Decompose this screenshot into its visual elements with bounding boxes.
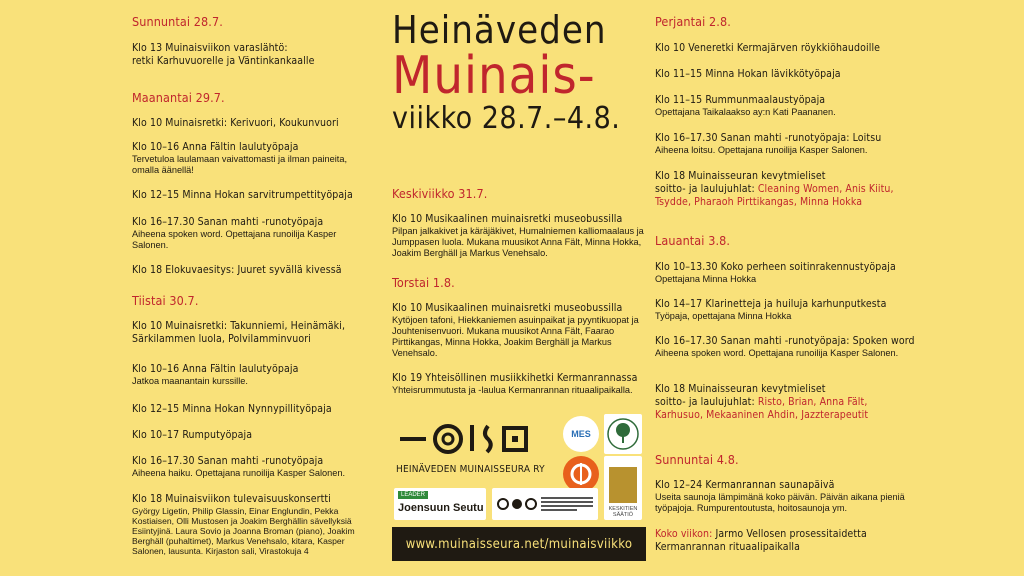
event-title: Klo 18 Elokuvaesitys: Juuret syvällä kivessä xyxy=(132,264,342,276)
event-title: Klo 11–15 Rummunmaalaustyöpaja xyxy=(655,94,826,106)
event-description: Aiheena loitsu. Opettajana runoilija Kasper Salonen. xyxy=(655,145,868,155)
event-description: Jatkoa maanantain kurssille. xyxy=(132,376,248,386)
event-description: Useita saunoja lämpimänä koko päivän. Päivän aikana pieniä työpajoja. Rumpurentoutusta, hoitosaunoja ym. xyxy=(655,492,905,513)
event-title: Klo 10–16 Anna Fältin laulutyöpaja xyxy=(132,363,299,375)
event-description: György Ligetin, Philip Glassin, Einar Englundin, Pekka Kostiaisen, Olli Mustosen ja Joakim Berghällin sävellyksiä Esiintyjinä. Laura Sovio ja Joanna Broman (piano), Joakim Berghäll (puhaltimet), Markus Venehsalo, kitara, Kasper Salonen, lausunta. Kirjaston sali, Virastokuja 4 xyxy=(132,506,355,556)
tree-seal-logo xyxy=(604,414,642,454)
event-title: Klo 16–17.30 Sanan mahti -runotyöpaja xyxy=(132,216,324,228)
keskitien-text: KESKITIEN SÄÄTIÖ xyxy=(608,506,638,518)
day-heading: Lauantai 3.8. xyxy=(655,233,731,248)
arts-council-logo xyxy=(492,488,598,520)
event-title: Klo 12–15 Minna Hokan sarvitrumpettityöpaja xyxy=(132,189,353,201)
day-heading: Sunnuntai 28.7. xyxy=(132,14,223,29)
keskitien-logo xyxy=(604,456,642,520)
event-title: Klo 13 Muinaisviikon varaslähtö: xyxy=(132,42,288,54)
mes-logo-text: MES xyxy=(571,429,591,439)
event-title: Klo 14–17 Klarinetteja ja huiluja karhunputkesta xyxy=(655,298,887,310)
ok-logo xyxy=(563,456,599,492)
tree-icon xyxy=(606,417,640,451)
event-description: Pilpan jalkakivet ja käräjäkivet, Humalniemen kalliomaalaus ja Jumppasen luola. Mukana muusikot Anna Fält, Minna Hokka, Joakim Berghäll ja Markus Venehsalo. xyxy=(392,226,644,258)
event-title: Klo 16–17.30 Sanan mahti -runotyöpaja: Spoken word xyxy=(655,335,915,347)
whole-week-label: Koko viikon: xyxy=(655,528,713,540)
event-title: Klo 10 Muinaisretki: Takunniemi, Heinämäki, Särkilammen luola, Polvilamminvuori xyxy=(132,320,346,345)
event-title: Klo 18 Muinaisseuran kevytmieliset xyxy=(655,383,826,395)
event-description: Opettajana Taikalaakso ay:n Kati Paananen. xyxy=(655,107,836,117)
event-title: Klo 19 Yhteisöllinen musiikkihetki Kermanrannassa xyxy=(392,372,638,384)
event-performers xyxy=(655,183,917,209)
day-heading: Sunnuntai 4.8. xyxy=(655,452,739,467)
event-title: Klo 18 Muinaisviikon tulevaisuuskonsertti xyxy=(132,493,331,505)
event-title-suffix: soitto- ja laulujuhlat: xyxy=(655,396,755,408)
event-description: Aiheena spoken word. Opettajana runoilija Kasper Salonen. xyxy=(132,229,337,250)
event-title: Klo 10–13.30 Koko perheen soitinrakennustyöpaja xyxy=(655,261,896,273)
event-title: Klo 10–17 Rumputyöpaja xyxy=(132,429,253,441)
leader-badge: LEADER xyxy=(398,491,428,499)
organization-name: HEINÄVEDEN MUINAISSEURA RY xyxy=(396,464,545,475)
day-heading: Perjantai 2.8. xyxy=(655,14,731,29)
muinaisseura-logo-icon xyxy=(396,418,546,460)
event-description: Opettajana Minna Hokka xyxy=(655,274,757,284)
arts-council-text-lines xyxy=(541,495,593,513)
day-heading: Maanantai 29.7. xyxy=(132,90,225,105)
event-title: Klo 16–17.30 Sanan mahti -runotyöpaja xyxy=(132,455,324,467)
joensuu-seutu-text: Joensuun Seutu xyxy=(398,502,484,514)
performers-list: Risto, Brian, Anna Fält, Karhusuo, Mekaaninen Ahdin, Jazzterapeutit xyxy=(655,396,869,421)
page-title-accent: Muinais- xyxy=(392,46,596,106)
event-description: Aiheena spoken word. Opettajana runoilija Kasper Salonen. xyxy=(655,348,899,358)
leader-logo xyxy=(394,488,486,520)
event-title: Klo 10 Muinaisretki: Kerivuori, Koukunvuori xyxy=(132,117,339,129)
event-title: Klo 12–24 Kermanrannan saunapäivä xyxy=(655,479,835,491)
arts-council-icon xyxy=(497,497,537,511)
event-title: Klo 18 Muinaisseuran kevytmieliset xyxy=(655,170,826,182)
event-title: Klo 10 Musikaalinen muinaisretki museobussilla xyxy=(392,302,623,314)
ok-icon xyxy=(569,462,593,486)
event-title: Klo 12–15 Minna Hokan Nynnypillityöpaja xyxy=(132,403,332,415)
event-description: Kytöjoen tafoni, Hiekkaniemen asuinpaikat ja pyyntikuopat ja Jouhtenisenvuori. Mukana muusikot Anna Fält, Faarao Pirttikangas, Minna Hokka, Joakim Berghäll ja Markus Venehsalo. xyxy=(392,315,639,358)
whole-week-text: Jarmo Vellosen prosessitaidetta Kermanrannan rituaalipaikalla xyxy=(655,528,867,553)
event-description: Yhteisrummutusta ja -laulua Kermanrannan rituaalipaikalla. xyxy=(392,385,633,395)
event-description: Aiheena haiku. Opettajana runoilija Kasper Salonen. xyxy=(132,468,345,478)
event-description: Työpaja, opettajana Minna Hokka xyxy=(655,311,792,321)
website-url[interactable]: www.muinaisseura.net/muinaisviikko xyxy=(405,536,633,552)
performers-list: Cleaning Women, Anis Kiitu, Tsydde, Pharaoh Pirttikangas, Minna Hokka xyxy=(655,183,894,208)
event-title: Klo 10–16 Anna Fältin laulutyöpaja xyxy=(132,141,299,153)
page-subtitle: viikko 28.7.–4.8. xyxy=(392,101,621,136)
event-title: Klo 16–17.30 Sanan mahti -runotyöpaja: Loitsu xyxy=(655,132,882,144)
website-url-bar[interactable] xyxy=(392,527,646,561)
event-title: Klo 10 Veneretki Kermajärven röykkiöhaudoille xyxy=(655,42,881,54)
day-heading: Tiistai 30.7. xyxy=(132,293,199,308)
day-heading: Keskiviikko 31.7. xyxy=(392,186,488,201)
event-title: Klo 10 Musikaalinen muinaisretki museobussilla xyxy=(392,213,623,225)
page-title: Heinäveden xyxy=(392,8,607,52)
event-title: Klo 11–15 Minna Hokan lävikkötyöpaja xyxy=(655,68,841,80)
event-title-suffix: soitto- ja laulujuhlat: xyxy=(655,183,755,195)
day-heading: Torstai 1.8. xyxy=(392,275,455,290)
event-title: retki Karhuvuorelle ja Väntinkankaalle xyxy=(132,55,315,67)
event-performers xyxy=(655,396,917,422)
whole-week-event xyxy=(655,528,917,554)
mes-logo xyxy=(563,416,599,452)
keskitien-emblem-icon xyxy=(609,467,637,503)
event-description: Tervetuloa laulamaan vaivattomasti ja ilman paineita, omalla äänellä! xyxy=(132,154,347,175)
